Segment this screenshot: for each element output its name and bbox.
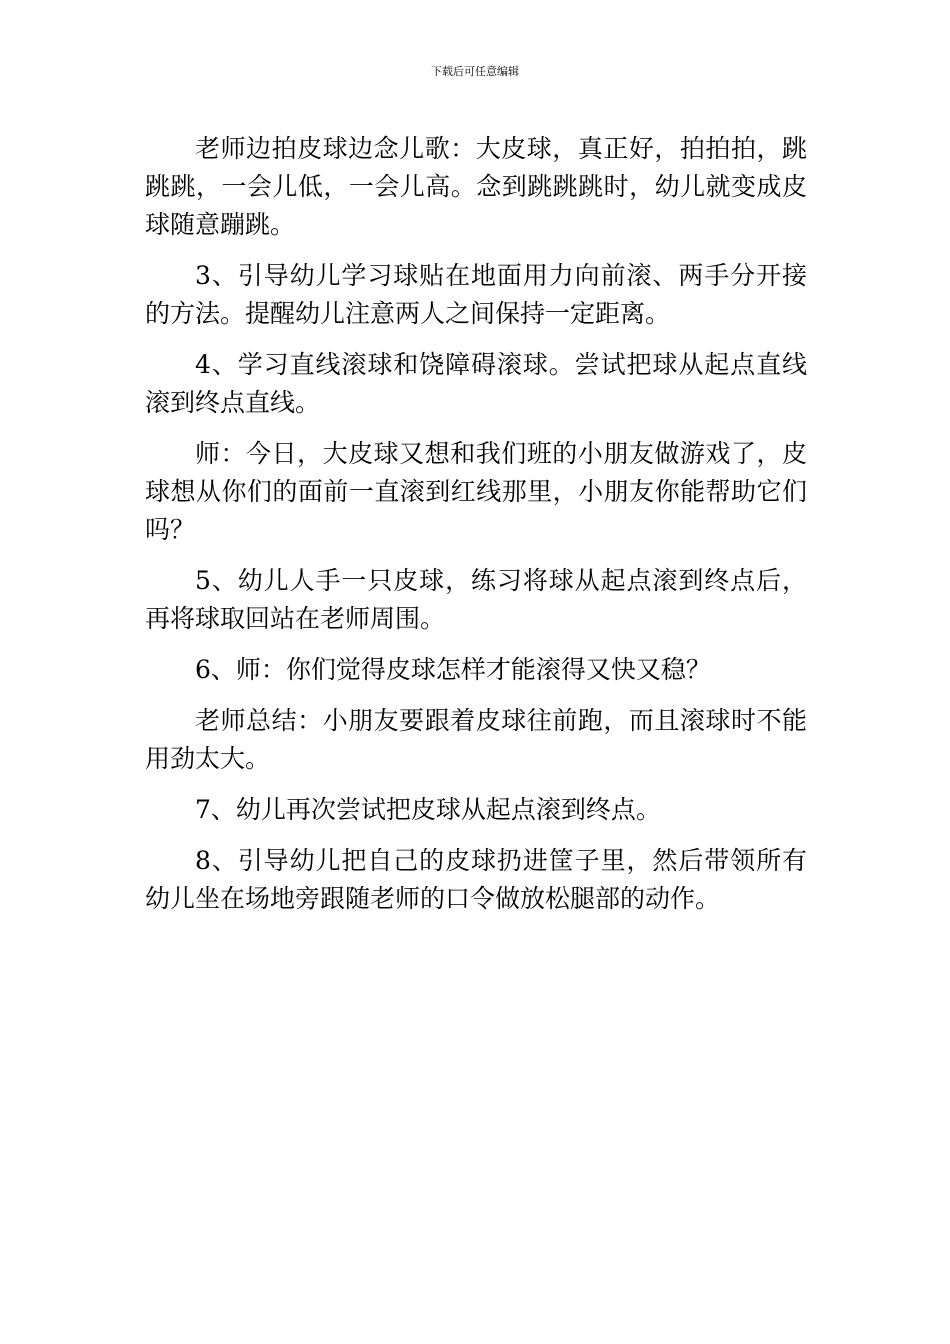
paragraph: 3、引导幼儿学习球贴在地面用力向前滚、两手分开接的方法。提醒幼儿注意两人之间保持一定距离。 [145, 261, 807, 328]
paragraph: 6、师：你们觉得皮球怎样才能滚得又快又稳？ [195, 655, 711, 684]
page-header-note: 下载后可任意编辑 [431, 65, 519, 78]
paragraph: 4、学习直线滚球和饶障碍滚球。尝试把球从起点直线滚到终点直线。 [145, 350, 807, 417]
paragraph: 7、幼儿再次尝试把皮球从起点滚到终点。 [195, 795, 661, 824]
paragraph: 师：今日，大皮球又想和我们班的小朋友做游戏了，皮球想从你们的面前一直滚到红线那里，小朋友你能帮助它们吗？ [145, 439, 807, 544]
paragraph: 老师总结：小朋友要跟着皮球往前跑，而且滚球时不能用劲太大。 [145, 706, 807, 773]
paragraph: 老师边拍皮球边念儿歌：大皮球，真正好，拍拍拍，跳跳跳，一会儿低，一会儿高。念到跳跳跳时，幼儿就变成皮球随意蹦跳。 [145, 134, 807, 239]
paragraph: 8、引导幼儿把自己的皮球扔进筐子里，然后带领所有幼儿坐在场地旁跟随老师的口令做放松腿部的动作。 [145, 846, 807, 913]
document-body [145, 130, 807, 931]
paragraph: 5、幼儿人手一只皮球，练习将球从起点滚到终点后，再将球取回站在老师周围。 [145, 566, 807, 633]
